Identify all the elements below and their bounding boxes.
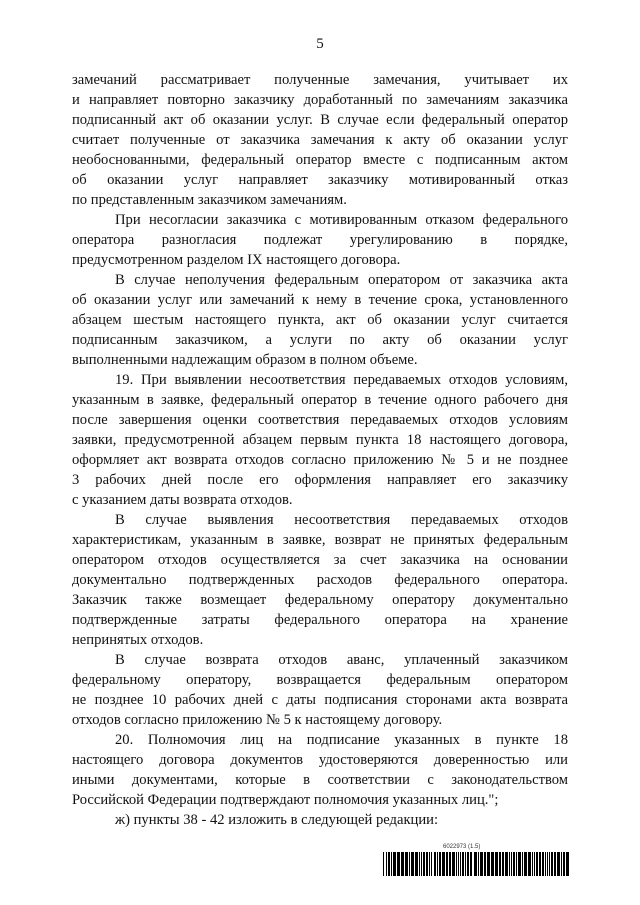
text-line: 20. Полномочия лиц на подписание указанных в пункте 18: [115, 732, 568, 748]
text-line: необоснованными, федеральный оператор вместе с подписанным актом: [72, 152, 568, 168]
text-line: В случае неполучения федеральным оператором от заказчика акта: [115, 272, 568, 288]
text-line: подписанный акт об оказании услуг. В случае если федеральный оператор: [72, 112, 568, 128]
text-line: При несогласии заказчика с мотивированным отказом федерального: [115, 212, 568, 228]
text-line: оформляет акт возврата отходов согласно приложению № 5 и не позднее: [72, 452, 568, 468]
text-line: документально подтвержденных расходов федерального оператора.: [72, 572, 568, 588]
text-line: федеральному оператору, возвращается федеральным оператором: [72, 672, 568, 688]
text-line: абзацем шестым настоящего пункта, акт об оказании услуг считается: [72, 312, 568, 328]
barcode-image: [383, 852, 571, 876]
text-line: оператором отходов осуществляется за счет заказчика на основании: [72, 552, 568, 568]
text-line: оператора разногласия подлежат урегулированию в порядке,: [72, 232, 568, 248]
text-line: 3 рабочих дней после его оформления направляет его заказчику: [72, 472, 568, 488]
text-line: считает полученные от заказчика замечания к акту об оказании услуг: [72, 132, 568, 148]
paragraph: [72, 210, 568, 270]
text-line: 19. При выявлении несоответствия передаваемых отходов условиям,: [115, 372, 568, 388]
text-line: Российской Федерации подтверждают полномочия указанных лиц.";: [72, 792, 499, 808]
text-line: заявки, предусмотренной абзацем первым пункта 18 настоящего договора,: [72, 432, 568, 448]
document-body: [72, 70, 568, 830]
text-line: В случае возврата отходов аванс, уплаченный заказчиком: [115, 652, 568, 668]
text-line: Заказчик также возмещает федеральному оператору документально: [72, 592, 568, 608]
paragraph: [72, 650, 568, 730]
text-line: выполненными надлежащим образом в полном объеме.: [72, 352, 418, 368]
text-line: настоящего договора документов удостоверяются доверенностью или: [72, 752, 568, 768]
text-line: не позднее 10 рабочих дней с даты подписания сторонами акта возврата: [72, 692, 568, 708]
text-line: непринятых отходов.: [72, 632, 204, 648]
text-line: подтвержденные затраты федерального оператора на хранение: [72, 612, 568, 628]
text-line: об оказании услуг направляет заказчику мотивированный отказ: [72, 172, 568, 188]
text-line: замечаний рассматривает полученные замечания, учитывает их: [72, 72, 568, 88]
paragraph: [72, 70, 568, 210]
text-line: предусмотренном разделом IX настоящего договора.: [72, 252, 401, 268]
text-line: характеристикам, указанным в заявке, возврат не принятых федеральным: [72, 532, 568, 548]
text-line: подписанным заказчиком, а услуги по акту об оказании услуг: [72, 332, 568, 348]
text-line: иными документами, которые в соответствии с законодательством: [72, 772, 568, 788]
paragraph: [72, 270, 568, 370]
text-line: отходов согласно приложению № 5 к настоящему договору.: [72, 712, 443, 728]
page-number: 5: [316, 36, 324, 52]
text-line: и направляет повторно заказчику доработанный по замечаниям заказчика: [72, 92, 568, 108]
paragraph: [72, 510, 568, 650]
document-code: 6022973 (1.5): [443, 844, 481, 850]
paragraph: [72, 730, 568, 810]
text-line: ж) пункты 38 - 42 изложить в следующей редакции:: [115, 812, 439, 828]
paragraph: [72, 370, 568, 510]
text-line: по представленным заказчиком замечаниям.: [72, 192, 347, 208]
text-line: об оказании услуг или замечаний к нему в течение срока, установленного: [72, 292, 568, 308]
paragraph: [72, 810, 568, 830]
text-line: после завершения оценки соответствия передаваемых отходов условиям: [72, 412, 568, 428]
text-line: В случае выявления несоответствия передаваемых отходов: [115, 512, 568, 528]
text-line: указанным в заявке, федеральный оператор в течение одного рабочего дня: [72, 392, 568, 408]
text-line: с указанием даты возврата отходов.: [72, 492, 293, 508]
